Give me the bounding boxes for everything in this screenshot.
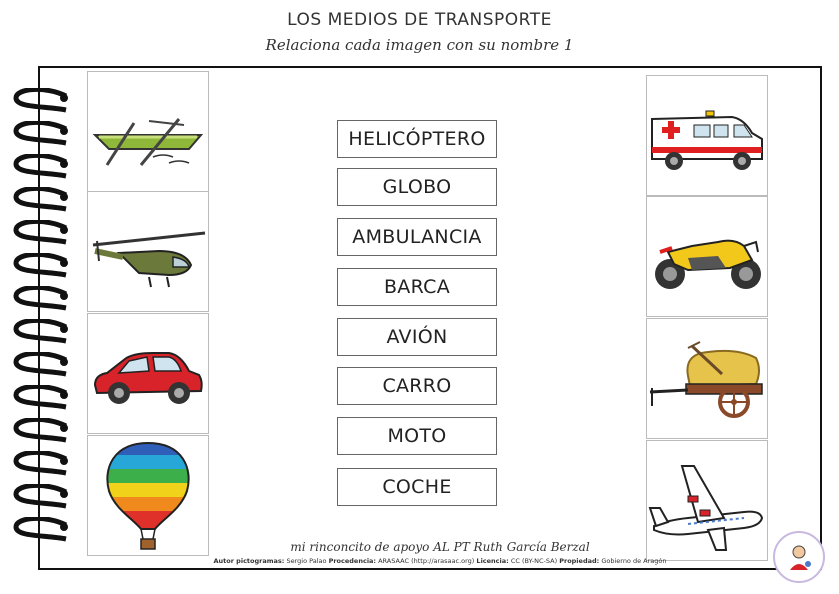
- credit-label: Procedencia:: [328, 557, 377, 565]
- author-logo-icon: [772, 530, 826, 584]
- signature-line: mi rinconcito de apoyo AL PT Ruth García Berzal: [290, 540, 590, 554]
- word-box-barca[interactable]: BARCA: [337, 268, 497, 306]
- picture-card-hay-cart[interactable]: [646, 318, 768, 439]
- credit-value: CC (BY-NC-SA): [510, 557, 558, 565]
- credits-line: [200, 557, 680, 565]
- word-box-globo[interactable]: GLOBO: [337, 168, 497, 206]
- credit-label: Propiedad:: [559, 557, 600, 565]
- picture-card-airplane[interactable]: [646, 440, 768, 561]
- picture-card-motorcycle[interactable]: [646, 196, 768, 317]
- picture-card-rowboat[interactable]: [87, 71, 209, 192]
- helicopter-icon: [89, 207, 207, 297]
- credit-label: Licencia:: [476, 557, 509, 565]
- picture-card-ambulance[interactable]: [646, 75, 768, 196]
- airplane-icon: [648, 446, 766, 556]
- motorcycle-icon: [648, 212, 766, 302]
- word-box-helicoptero[interactable]: HELICÓPTERO: [337, 120, 497, 158]
- word-box-moto[interactable]: MOTO: [337, 417, 497, 455]
- word-box-ambulancia[interactable]: AMBULANCIA: [337, 218, 497, 256]
- credit-value: Gobierno de Aragón: [601, 557, 667, 565]
- page-title: LOS MEDIOS DE TRANSPORTE: [287, 10, 552, 30]
- rowboat-icon: [89, 87, 207, 177]
- credit-value: ARASAAC (http://arasaac.org): [378, 557, 475, 565]
- car-icon: [89, 329, 207, 419]
- hot-air-balloon-icon: [89, 439, 207, 553]
- credit-label: Autor pictogramas:: [213, 557, 285, 565]
- word-box-avion[interactable]: AVIÓN: [337, 318, 497, 356]
- instruction-subtitle: Relaciona cada imagen con su nombre 1: [265, 36, 574, 54]
- ambulance-icon: [648, 91, 766, 181]
- picture-card-car[interactable]: [87, 313, 209, 434]
- credit-value: Sergio Palao: [286, 557, 327, 565]
- word-box-coche[interactable]: COCHE: [337, 468, 497, 506]
- picture-card-hot-air-balloon[interactable]: [87, 435, 209, 556]
- hay-cart-icon: [648, 334, 766, 424]
- word-box-carro[interactable]: CARRO: [337, 367, 497, 405]
- picture-card-helicopter[interactable]: [87, 191, 209, 312]
